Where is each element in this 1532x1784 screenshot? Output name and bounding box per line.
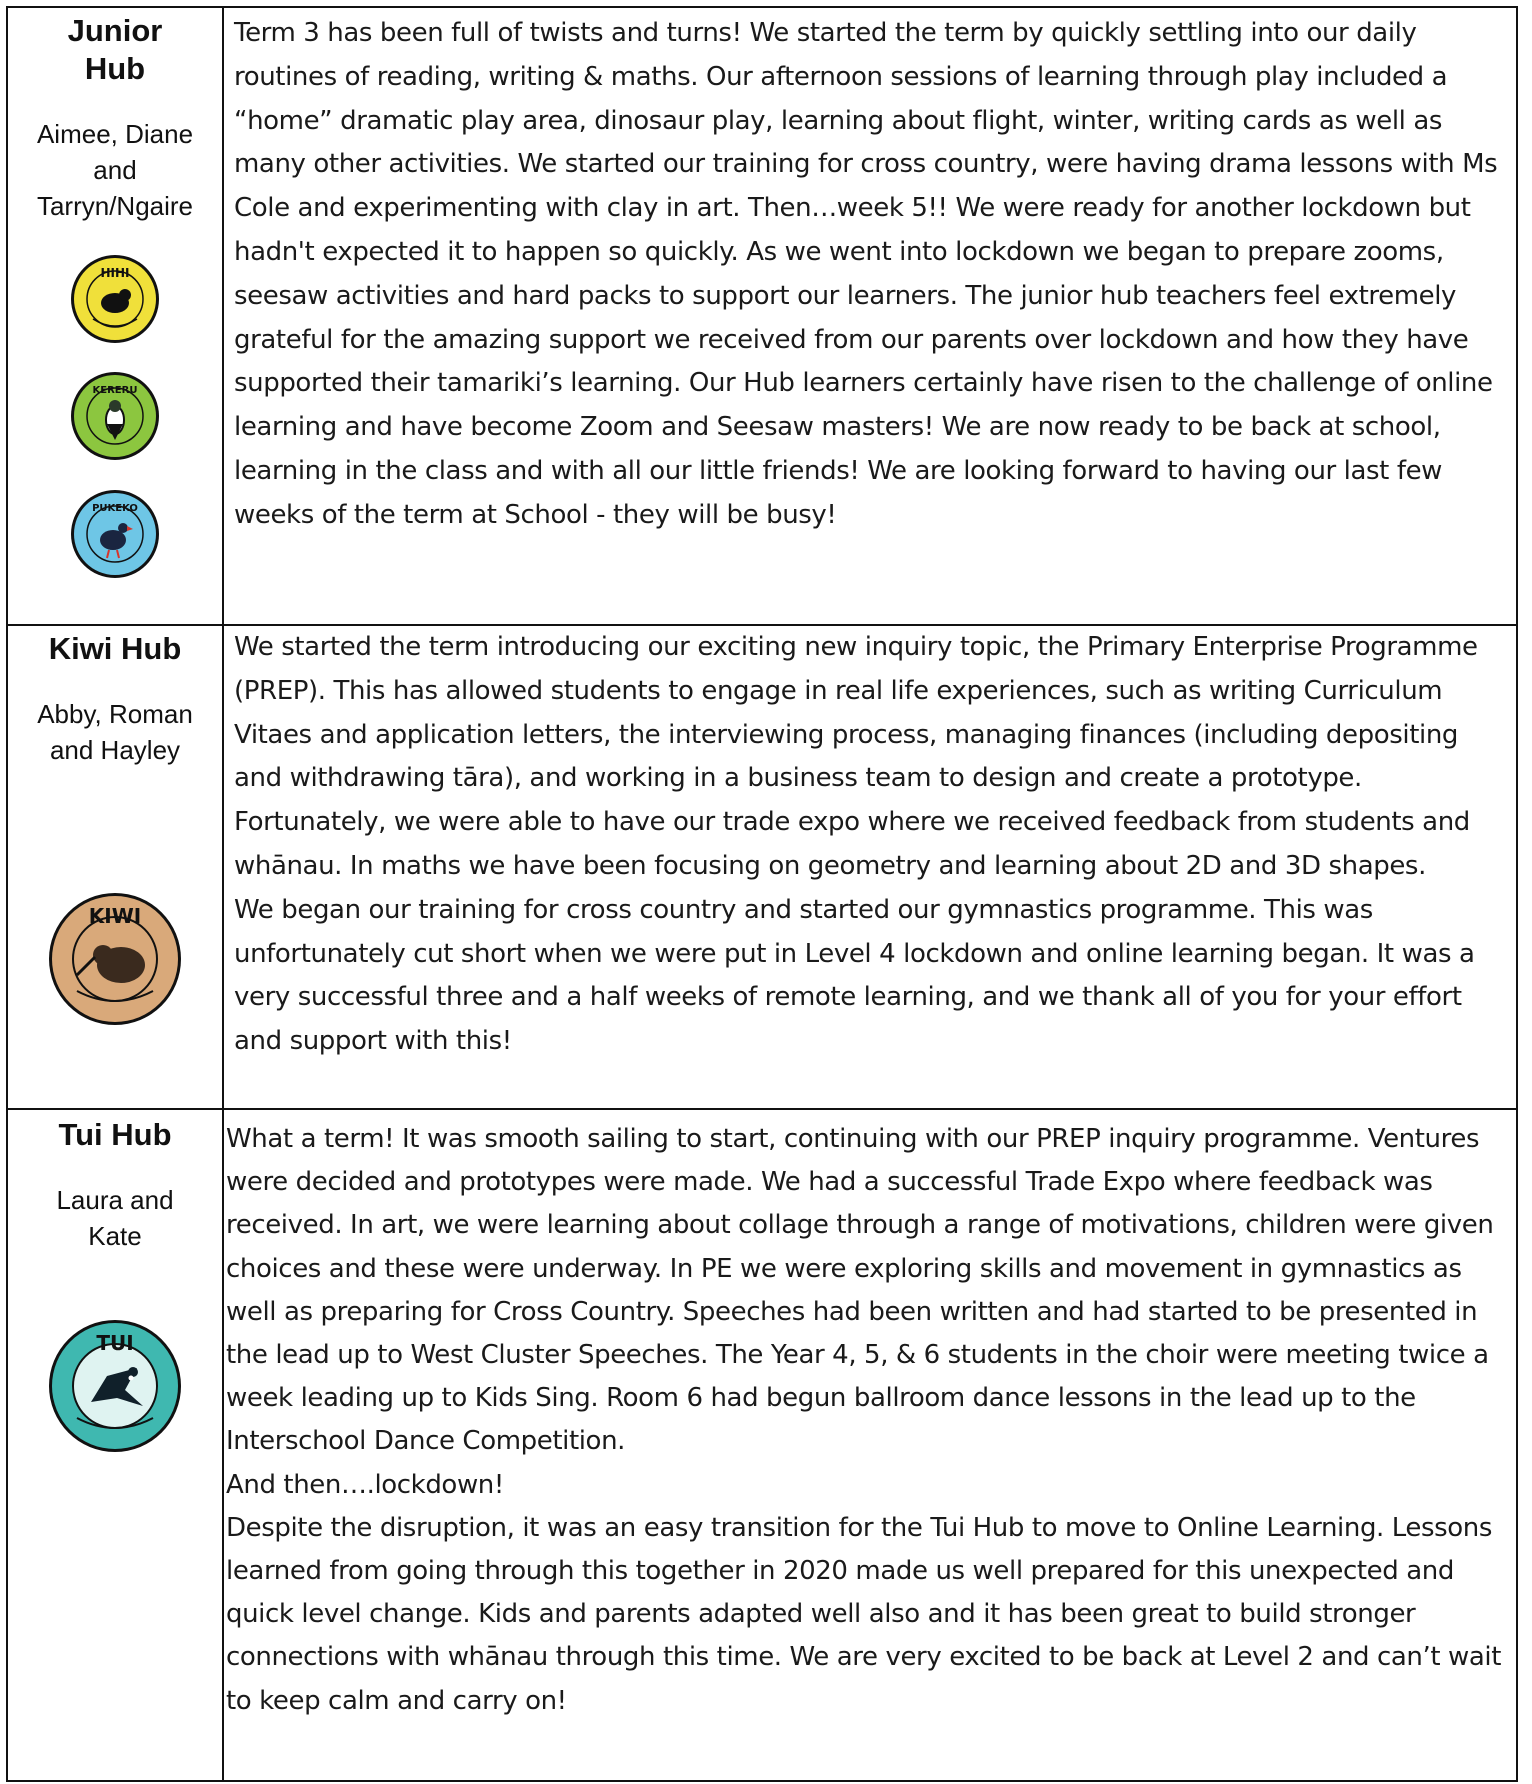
- report-paragraph: And then….lockdown!: [226, 1469, 504, 1500]
- hub-report-cell: [222, 8, 1518, 626]
- pukeko-badge: [69, 488, 161, 580]
- report-paragraph: What a term! It was smooth sailing to start, continuing with our PREP inquiry programme. Ventures were decided and prototypes were made. We had a successful Trade Expo where feedback was received. In art, we were learning about collage through a range of motivations, children were given choices and these were underway. In PE we were exploring skills and movement in gymnastics as well as preparing for Cross Country. Speeches had been written and had started to be presented in the lead up to West Cluster Speeches. The Year 4, 5, & 6 students in the choir were meeting twice a week leading up to Kids Sing. Room 6 had begun ballroom dance lessons in the lead up to the Interschool Dance Competition.: [226, 1124, 1494, 1457]
- svg-text:KERERU: KERERU: [92, 385, 138, 396]
- hub-row-kiwi: [6, 624, 1518, 1110]
- hub-report-text: [222, 626, 1516, 1064]
- kereru-bird-icon: [69, 370, 161, 462]
- hub-row-tui: [6, 1108, 1518, 1782]
- hihi-badge: [69, 253, 161, 345]
- hub-row-junior: [6, 6, 1518, 626]
- report-paragraph: Term 3 has been full of twists and turns! We started the term by quickly settling into our daily routines of reading, writing & maths. Our afternoon sessions of learning through play included a “home” dramatic play area, dinosaur play, learning about flight, winter, writing cards as well as many other activities. We started our training for cross country, were having drama lessons with Ms Cole and experimenting with clay in art. Then…week 5!! We were ready for another lockdown but hadn't expected it to happen so quickly. As we went into lockdown we began to prepare zooms, seesaw activities and hard packs to support our learners. The junior hub teachers feel extremely grateful for the amazing support we received from our parents over lockdown and how they have supported their tamariki’s learning. Our Hub learners certainly have risen to the challenge of online learning and have become Zoom and Seesaw masters! We are now ready to be back at school, learning in the class and with all our little friends! We are looking forward to having our last few weeks of the term at School - they will be busy!: [234, 18, 1498, 530]
- kiwi-bird-icon: [47, 891, 183, 1027]
- hub-info-cell: [6, 1110, 224, 1780]
- hub-report-text: [222, 8, 1516, 538]
- report-paragraph: We started the term introducing our exciting new inquiry topic, the Primary Enterprise Programme (PREP). This has allowed students to engage in real life experiences, such as writing Curriculum Vitaes and application letters, the interviewing process, managing finances (including depositing and withdrawing tāra), and working in a business team to design and create a prototype. Fortunately, we were able to have our trade expo where we received feedback from students and whānau. In maths we have been focusing on geometry and learning about 2D and 3D shapes.: [234, 632, 1478, 881]
- hub-teachers: Laura and Kate: [56, 1185, 174, 1251]
- hub-teachers: Aimee, Diane and Tarryn/Ngaire: [36, 119, 194, 221]
- hub-name: Junior Hub: [67, 13, 163, 86]
- hub-name: Tui Hub: [58, 1117, 172, 1152]
- kereru-badge: [69, 370, 161, 462]
- hub-report-text: [222, 1110, 1516, 1723]
- svg-text:KIWI: KIWI: [88, 904, 142, 928]
- hub-teachers: Abby, Roman and Hayley: [37, 699, 193, 765]
- hub-report-cell: [222, 1110, 1518, 1780]
- hihi-bird-icon: [69, 253, 161, 345]
- hub-info-cell: [6, 8, 224, 626]
- svg-text:TUI: TUI: [96, 1331, 134, 1355]
- tui-bird-icon: [47, 1318, 183, 1454]
- report-paragraph: We began our training for cross country and started our gymnastics programme. This was unfortunately cut short when we were put in Level 4 lockdown and online learning began. It was a very successful three and a half weeks of remote learning, and we thank all of you for your effort and support with this!: [234, 894, 1475, 1057]
- kiwi-badge: [47, 891, 183, 1027]
- hub-info-cell: [6, 626, 224, 1110]
- tui-badge: [47, 1318, 183, 1454]
- hub-report-cell: [222, 626, 1518, 1110]
- report-paragraph: Despite the disruption, it was an easy transition for the Tui Hub to move to Online Learning. Lessons learned from going through this together in 2020 made us well prepared for this unexpected and quick level change. Kids and parents adapted well also and it has been great to build stronger connections with whānau through this time. We are very excited to be back at Level 2 and can’t wait to keep calm and carry on!: [226, 1512, 1502, 1716]
- svg-text:PUKEKO: PUKEKO: [92, 503, 138, 514]
- pukeko-bird-icon: [69, 488, 161, 580]
- svg-text:HIHI: HIHI: [100, 266, 130, 280]
- hub-name: Kiwi Hub: [48, 631, 182, 666]
